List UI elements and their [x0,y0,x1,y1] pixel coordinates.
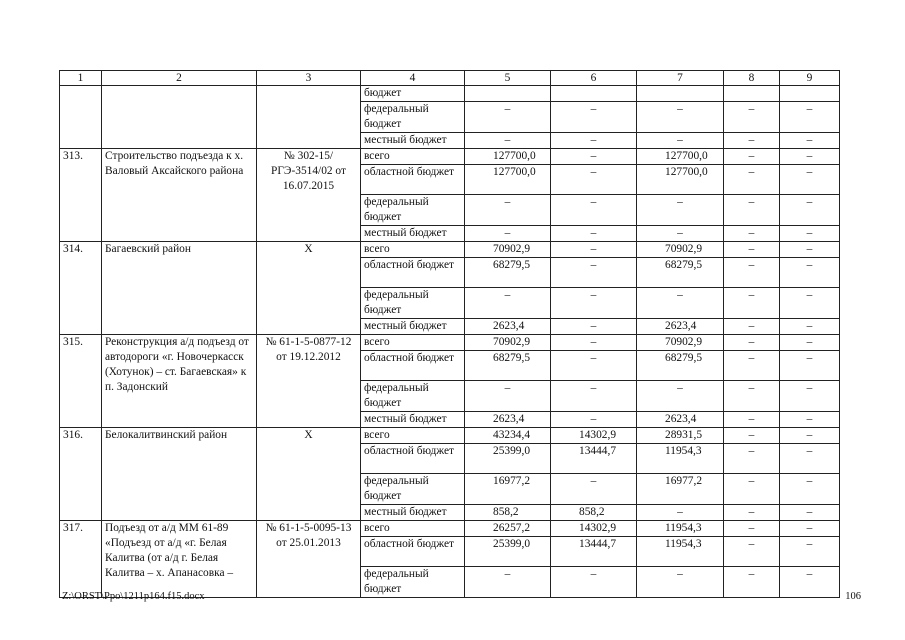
value-cell: – [724,428,780,444]
value-cell: 70902,9 [637,242,724,258]
value-cell: – [724,288,780,319]
value-cell: – [780,102,840,133]
budget-type: местный бюджет [361,319,465,335]
value-cell: – [465,195,551,226]
item-name: Багаевский район [102,242,257,335]
value-cell: – [637,102,724,133]
value-cell: 11954,3 [637,444,724,474]
table-body [60,71,840,598]
value-cell: – [465,381,551,412]
value-cell: – [780,165,840,195]
value-cell: – [551,335,637,351]
value-cell: 25399,0 [465,537,551,567]
value-cell: 2623,4 [465,319,551,335]
value-cell: – [724,505,780,521]
budget-type: местный бюджет [361,505,465,521]
budget-type: федеральный бюджет [361,195,465,226]
value-cell: – [551,351,637,381]
value-cell: 127700,0 [465,165,551,195]
value-cell: – [724,242,780,258]
value-cell: – [780,258,840,288]
header-cell: 5 [465,71,551,86]
value-cell: – [780,537,840,567]
table-row [60,335,840,351]
value-cell: – [637,381,724,412]
table-row [60,521,840,537]
value-cell: 14302,9 [551,521,637,537]
value-cell: 43234,4 [465,428,551,444]
budget-type: местный бюджет [361,226,465,242]
value-cell: 70902,9 [465,242,551,258]
item-document: Х [257,242,361,335]
value-cell: – [551,319,637,335]
header-cell: 2 [102,71,257,86]
value-cell: – [780,133,840,149]
value-cell: – [780,381,840,412]
value-cell: 68279,5 [637,351,724,381]
value-cell: 11954,3 [637,521,724,537]
budget-type: федеральный бюджет [361,102,465,133]
value-cell: – [780,521,840,537]
value-cell: – [551,474,637,505]
budget-type: федеральный бюджет [361,381,465,412]
budget-type: всего [361,335,465,351]
table-row [60,428,840,444]
budget-type: областной бюджет [361,258,465,288]
value-cell: – [465,288,551,319]
header-row [60,71,840,86]
value-cell: – [551,412,637,428]
budget-type: областной бюджет [361,537,465,567]
header-cell: 1 [60,71,102,86]
value-cell: – [780,242,840,258]
header-cell: 3 [257,71,361,86]
value-cell: 2623,4 [637,412,724,428]
value-cell: – [724,351,780,381]
value-cell: – [724,335,780,351]
header-cell: 8 [724,71,780,86]
item-document [257,86,361,149]
budget-type: всего [361,521,465,537]
budget-type: областной бюджет [361,351,465,381]
header-cell: 9 [780,71,840,86]
budget-type: областной бюджет [361,444,465,474]
value-cell: – [465,133,551,149]
item-name: Белокалитвинский район [102,428,257,521]
value-cell: – [551,195,637,226]
value-cell: – [724,444,780,474]
value-cell: – [780,288,840,319]
item-document: № 61-1-5-0877-12 от 19.12.2012 [257,335,361,428]
value-cell: 858,2 [465,505,551,521]
value-cell: – [780,474,840,505]
value-cell: 68279,5 [465,351,551,381]
value-cell: 16977,2 [637,474,724,505]
value-cell: – [780,412,840,428]
value-cell: – [465,567,551,598]
value-cell: – [551,258,637,288]
item-number: 317. [60,521,102,598]
value-cell: – [637,195,724,226]
value-cell: 127700,0 [637,165,724,195]
budget-type: всего [361,149,465,165]
value-cell: – [780,505,840,521]
value-cell: 68279,5 [465,258,551,288]
value-cell: – [724,412,780,428]
value-cell: 16977,2 [465,474,551,505]
value-cell: – [780,319,840,335]
value-cell: – [780,567,840,598]
budget-type: местный бюджет [361,412,465,428]
value-cell: – [551,226,637,242]
item-number: 314. [60,242,102,335]
value-cell: – [724,381,780,412]
budget-type: федеральный бюджет [361,567,465,598]
value-cell: – [551,149,637,165]
value-cell: – [551,133,637,149]
budget-type: всего [361,242,465,258]
value-cell: 13444,7 [551,537,637,567]
value-cell [551,86,637,102]
value-cell: 25399,0 [465,444,551,474]
value-cell [637,86,724,102]
value-cell: 70902,9 [637,335,724,351]
value-cell: – [637,133,724,149]
value-cell [780,86,840,102]
value-cell: 14302,9 [551,428,637,444]
item-number: 315. [60,335,102,428]
item-number: 316. [60,428,102,521]
value-cell: – [724,133,780,149]
item-name: Подъезд от а/д ММ 61-89 «Подъезд от а/д «г. Белая Калитва (от а/д г. Белая Калитва – х. Апанасовка – [102,521,257,598]
value-cell: – [724,258,780,288]
budget-table [59,70,840,598]
header-cell: 7 [637,71,724,86]
file-path: Z:\ORST\Ppo\1211p164.f15.docx [62,591,205,602]
value-cell: – [780,149,840,165]
value-cell: – [724,102,780,133]
budget-type: федеральный бюджет [361,288,465,319]
budget-type: бюджет [361,86,465,102]
budget-type: местный бюджет [361,133,465,149]
item-document: № 61-1-5-0095-13 от 25.01.2013 [257,521,361,598]
budget-type: областной бюджет [361,165,465,195]
value-cell: 2623,4 [465,412,551,428]
page-number: 106 [845,591,861,602]
value-cell: – [780,444,840,474]
value-cell: – [780,351,840,381]
value-cell: 26257,2 [465,521,551,537]
value-cell: – [724,226,780,242]
value-cell: – [724,537,780,567]
value-cell: 2623,4 [637,319,724,335]
value-cell: – [551,288,637,319]
item-name: Строительство подъезда к х. Валовый Аксайского района [102,149,257,242]
item-number: 313. [60,149,102,242]
value-cell: – [637,567,724,598]
value-cell: – [551,165,637,195]
item-number [60,86,102,149]
value-cell: – [637,505,724,521]
table-row [60,149,840,165]
value-cell: – [780,226,840,242]
value-cell: – [724,165,780,195]
value-cell: 68279,5 [637,258,724,288]
value-cell: – [724,474,780,505]
value-cell: – [780,428,840,444]
value-cell: – [637,288,724,319]
value-cell: 858,2 [551,505,637,521]
value-cell: 11954,3 [637,537,724,567]
value-cell: – [551,102,637,133]
budget-type: всего [361,428,465,444]
value-cell: – [465,226,551,242]
value-cell: – [551,242,637,258]
value-cell: – [780,195,840,226]
header-cell: 6 [551,71,637,86]
table-row [60,86,840,102]
value-cell: 13444,7 [551,444,637,474]
value-cell: – [724,521,780,537]
table-row [60,242,840,258]
value-cell [465,86,551,102]
value-cell: – [724,319,780,335]
value-cell: – [551,567,637,598]
item-name: Реконструкция а/д подъезд от автодороги «г. Новочеркасск (Хотунок) – ст. Багаевская» к п. Задонский [102,335,257,428]
item-name [102,86,257,149]
value-cell: – [465,102,551,133]
item-document: Х [257,428,361,521]
value-cell: – [724,195,780,226]
value-cell: 28931,5 [637,428,724,444]
value-cell: 127700,0 [465,149,551,165]
value-cell: 70902,9 [465,335,551,351]
value-cell: – [724,567,780,598]
value-cell: – [551,381,637,412]
value-cell: – [780,335,840,351]
value-cell: 127700,0 [637,149,724,165]
value-cell: – [724,149,780,165]
value-cell: – [637,226,724,242]
item-document: № 302-15/РГЭ-3514/02 от 16.07.2015 [257,149,361,242]
value-cell [724,86,780,102]
header-cell: 4 [361,71,465,86]
budget-type: федеральный бюджет [361,474,465,505]
